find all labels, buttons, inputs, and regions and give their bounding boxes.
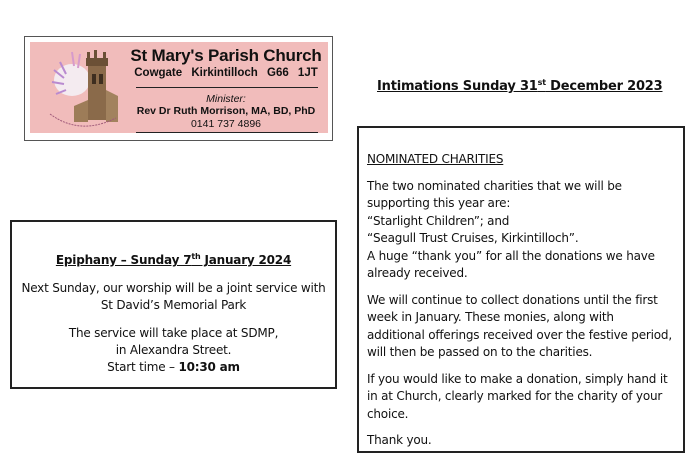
church-address: Cowgate Kirkintilloch G66 1JT bbox=[134, 67, 318, 79]
title-text: January 2024 bbox=[200, 253, 292, 267]
charities-paragraph: Thank you. bbox=[367, 433, 432, 447]
title-text: Intimations Sunday 31 bbox=[377, 79, 538, 94]
text-line: “Starlight Children”; and bbox=[367, 213, 510, 228]
text-line: “Seagull Trust Cruises, Kirkintilloch”. bbox=[367, 231, 579, 245]
epiphany-paragraph bbox=[12, 280, 335, 314]
church-logo-icon bbox=[32, 44, 128, 136]
phone-number: 0141 737 4896 bbox=[190, 118, 262, 130]
epiphany-paragraph bbox=[12, 325, 335, 376]
start-time-value: 10:30 am bbox=[178, 360, 240, 374]
charities-paragraph bbox=[367, 178, 675, 283]
banner-text bbox=[130, 42, 322, 133]
title-text: December 2023 bbox=[545, 79, 663, 94]
church-name: St Mary's Parish Church bbox=[130, 46, 322, 65]
charities-paragraph: We will continue to collect donations until the first week in January. These monies, along with additional offerings received over the festive period, will then be passed on to the charities. bbox=[367, 292, 672, 359]
text-line: Next Sunday, our worship will be a joint service with bbox=[21, 281, 326, 295]
ordinal-suffix: th bbox=[191, 252, 201, 261]
divider bbox=[136, 132, 318, 133]
text-line: The service will take place at SDMP, bbox=[68, 326, 279, 340]
text-line: A huge “thank you” for all the donations we have already received. bbox=[367, 248, 655, 280]
charities-paragraph: If you would like to make a donation, simply hand it in at Church, clearly marked for the charity of your choice. bbox=[367, 371, 668, 421]
start-time-line bbox=[12, 359, 335, 376]
start-time-label: Start time – bbox=[107, 360, 179, 374]
church-banner bbox=[24, 36, 333, 141]
charities-heading: NOMINATED CHARITIES bbox=[367, 152, 504, 166]
minister-label: Minister: bbox=[206, 93, 246, 105]
banner-background bbox=[30, 42, 328, 133]
text-line: St David’s Memorial Park bbox=[100, 298, 247, 312]
title-text: Epiphany – Sunday 7 bbox=[55, 253, 192, 267]
charities-notice bbox=[357, 126, 685, 453]
epiphany-notice bbox=[10, 220, 337, 389]
ordinal-suffix: st bbox=[537, 78, 546, 87]
text-line: The two nominated charities that we will be supporting this year are: bbox=[367, 178, 622, 210]
epiphany-title bbox=[12, 252, 335, 269]
text-line: in Alexandra Street. bbox=[115, 343, 232, 357]
divider bbox=[136, 87, 318, 88]
intimations-title bbox=[377, 79, 663, 94]
minister-name: Rev Dr Ruth Morrison, MA, BD, PhD bbox=[136, 105, 316, 117]
